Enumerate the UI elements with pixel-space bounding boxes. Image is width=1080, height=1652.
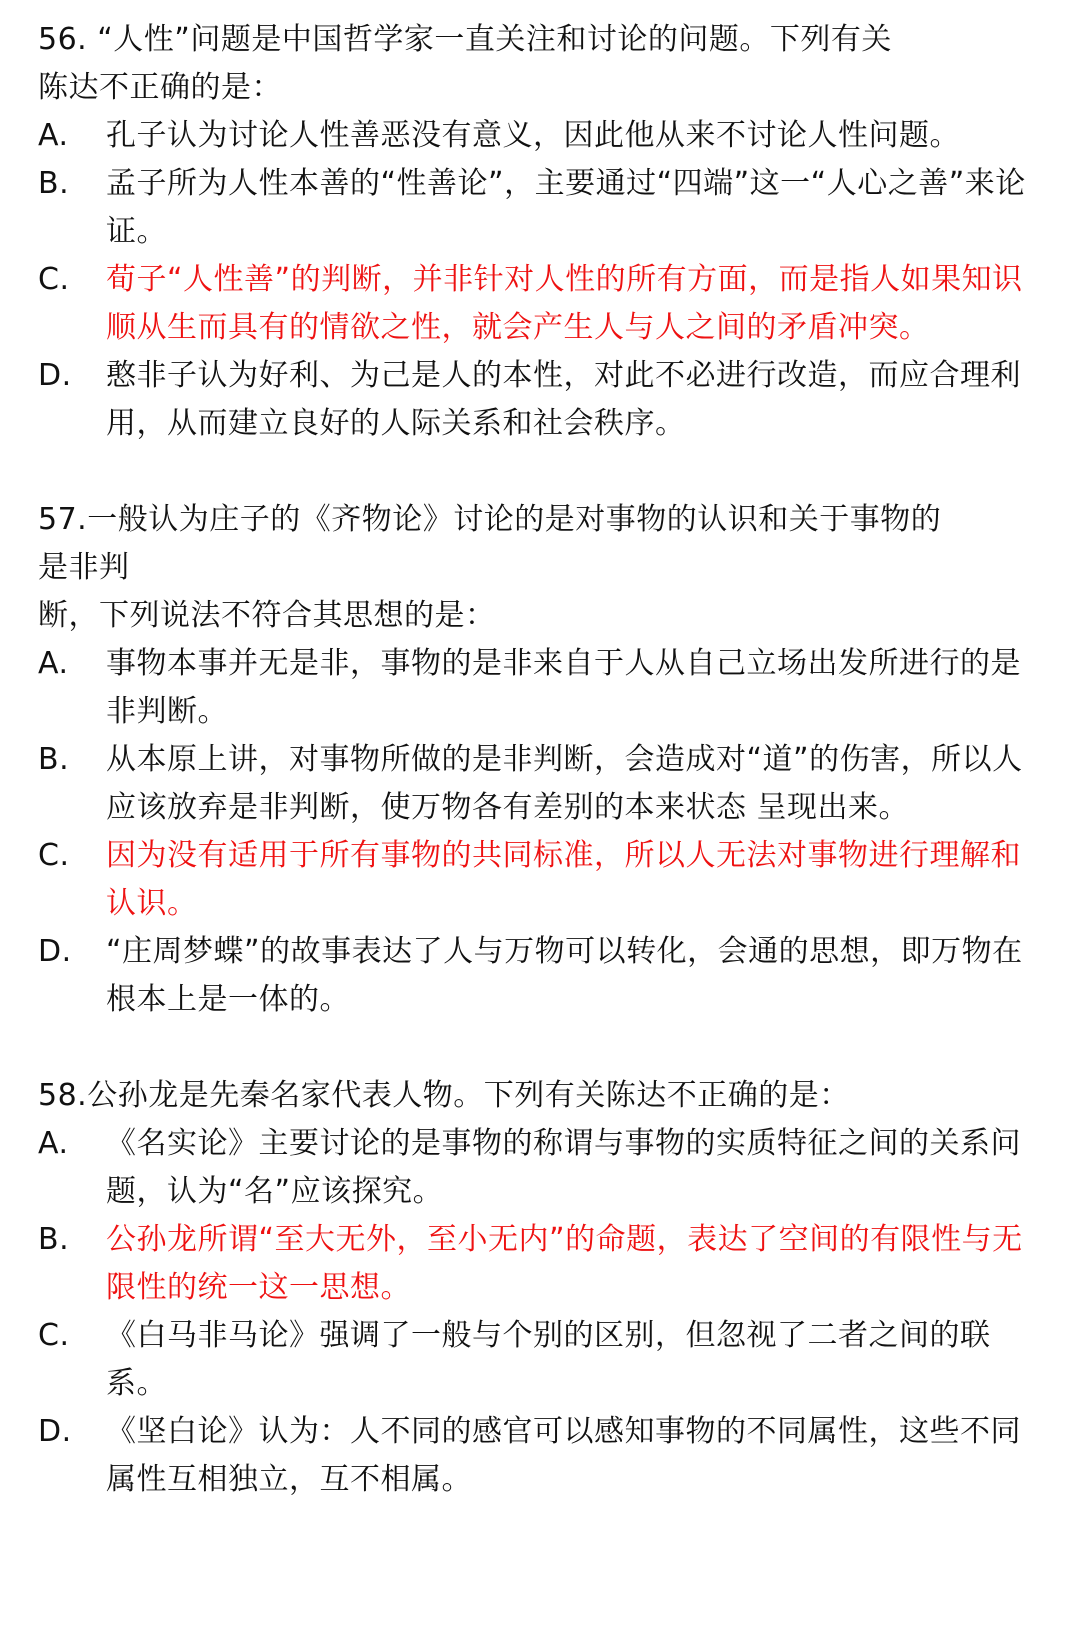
option-letter: D. xyxy=(38,358,72,393)
stem-line: 断，下列说法不符合其思想的是： xyxy=(38,598,496,633)
stem-line: 57.一般认为庄子的《齐物论》讨论的是对事物的认识和关于事物的 xyxy=(38,502,942,537)
option-letter: B. xyxy=(38,742,70,777)
option-a xyxy=(38,640,1040,736)
option-text: 孔子认为讨论人性善恶没有意义，因此他从来不讨论人性问题。 xyxy=(106,118,960,153)
option-d xyxy=(38,352,1040,448)
option-letter: C. xyxy=(38,838,70,873)
stem-line: 56. “人性”问题是中国哲学家一直关注和讨论的问题。下列有关 xyxy=(38,22,892,57)
option-text: 从本原上讲，对事物所做的是非判断，会造成对“道”的伤害，所以人应该放弃是非判断，使万物各有差别的本来状态 呈现出来。 xyxy=(106,742,1023,825)
option-text-correct: 荀子“人性善”的判断，并非针对人性的所有方面，而是指人如果知识顺从生而具有的情欲之性，就会产生人与人之间的矛盾冲突。 xyxy=(106,262,1023,345)
option-text: 憨非子认为好利、为己是人的本性，对此不必进行改造，而应合理利用，从而建立良好的人际关系和社会秩序。 xyxy=(106,358,1021,441)
option-b xyxy=(38,736,1040,832)
option-c xyxy=(38,256,1040,352)
option-text: “庄周梦蝶”的故事表达了人与万物可以转化，会通的思想，即万物在根本上是一体的。 xyxy=(106,934,1023,1017)
option-c xyxy=(38,832,1040,928)
option-text: 孟子所为人性本善的“性善论”，主要通过“四端”这一“人心之善”来论证。 xyxy=(106,166,1026,249)
option-letter: C. xyxy=(38,262,70,297)
option-a xyxy=(38,112,1040,160)
stem-line: 58.公孙龙是先秦名家代表人物。下列有关陈达不正确的是： xyxy=(38,1078,850,1113)
stem-line: 陈达不正确的是： xyxy=(38,70,282,105)
option-letter: B. xyxy=(38,166,70,201)
option-letter: A. xyxy=(38,118,69,153)
question-58 xyxy=(38,1072,1040,1504)
option-text-correct: 因为没有适用于所有事物的共同标准，所以人无法对事物进行理解和认识。 xyxy=(106,838,1021,921)
option-d xyxy=(38,928,1040,1024)
stem-line: 是非判 xyxy=(38,550,130,585)
question-stem xyxy=(38,16,1040,112)
option-text: 《名实论》主要讨论的是事物的称谓与事物的实质特征之间的关系问题，认为“名”应该探究。 xyxy=(106,1126,1021,1209)
option-letter: A. xyxy=(38,646,69,681)
option-a xyxy=(38,1120,1040,1216)
option-letter: C. xyxy=(38,1318,70,1353)
option-text: 《白马非马论》强调了一般与个别的区别，但忽视了二者之间的联系。 xyxy=(106,1318,991,1401)
option-letter: B. xyxy=(38,1222,70,1257)
option-b xyxy=(38,160,1040,256)
option-letter: D. xyxy=(38,1414,72,1449)
option-text-correct: 公孙龙所谓“至大无外，至小无内”的命题，表达了空间的有限性与无限性的统一这一思想。 xyxy=(106,1222,1023,1305)
question-stem xyxy=(38,1072,1040,1120)
question-56 xyxy=(38,16,1040,448)
option-c xyxy=(38,1312,1040,1408)
option-b xyxy=(38,1216,1040,1312)
question-57 xyxy=(38,496,1040,1024)
spacer xyxy=(38,448,1040,496)
option-text: 《坚白论》认为：人不同的感官可以感知事物的不同属性，这些不同属性互相独立，互不相属。 xyxy=(106,1414,1021,1497)
option-letter: A. xyxy=(38,1126,69,1161)
option-d xyxy=(38,1408,1040,1504)
option-letter: D. xyxy=(38,934,72,969)
spacer xyxy=(38,1024,1040,1072)
option-text: 事物本事并无是非，事物的是非来自于人从自己立场出发所进行的是非判断。 xyxy=(106,646,1021,729)
question-stem xyxy=(38,496,1040,640)
